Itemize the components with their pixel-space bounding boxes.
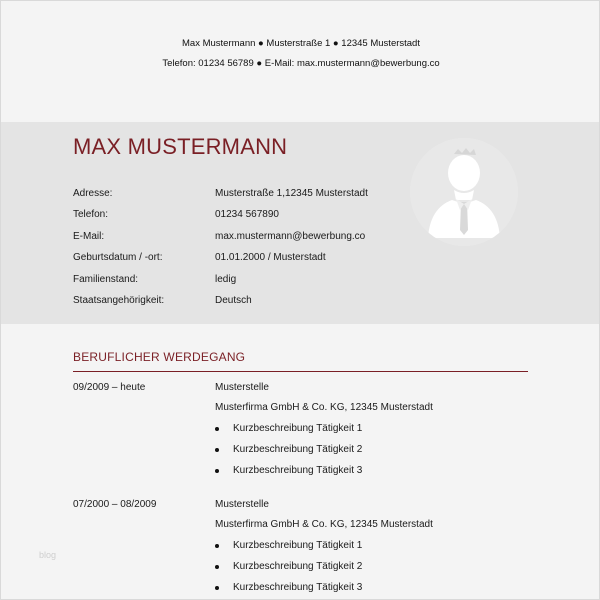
info-value: 01.01.2000 / Musterstadt <box>215 252 326 263</box>
job-position: Musterstelle <box>215 382 269 393</box>
info-value: Musterstraße 1,12345 Musterstadt <box>215 188 368 199</box>
bullet-dot <box>215 586 219 590</box>
person-silhouette-icon <box>410 138 518 246</box>
job-period: 09/2009 – heute <box>73 382 146 393</box>
watermark-text: blog <box>39 550 57 560</box>
job-task-text: Kurzbeschreibung Tätigkeit 1 <box>233 540 363 551</box>
header-address-line: Max Mustermann ● Musterstraße 1 ● 12345 Musterstadt <box>182 38 420 49</box>
bullet-dot <box>215 448 219 452</box>
job-position: Musterstelle <box>215 499 269 510</box>
job-period: 07/2000 – 08/2009 <box>73 499 157 510</box>
job-task-text: Kurzbeschreibung Tätigkeit 2 <box>233 444 363 455</box>
bullet-dot <box>215 427 219 431</box>
job-task-text: Kurzbeschreibung Tätigkeit 2 <box>233 561 363 572</box>
info-value: max.mustermann@bewerbung.co <box>215 231 366 242</box>
job-task-text: Kurzbeschreibung Tätigkeit 1 <box>233 423 363 434</box>
info-label: Adresse: <box>73 188 113 199</box>
info-row-nationality <box>73 295 403 309</box>
info-value: ledig <box>215 274 237 285</box>
info-label: Staatsangehörigkeit: <box>73 295 165 306</box>
job-company: Musterfirma GmbH & Co. KG, 12345 Musterstadt <box>215 402 433 413</box>
info-label: E-Mail: <box>73 231 105 242</box>
bullet-dot <box>215 544 219 548</box>
profile-photo-placeholder <box>410 138 518 246</box>
person-name: MAX MUSTERMANN <box>73 134 288 159</box>
info-label: Telefon: <box>73 209 109 220</box>
bullet-dot <box>215 469 219 473</box>
info-label: Geburtsdatum / -ort: <box>73 252 163 263</box>
info-row-marital-status <box>73 274 403 288</box>
job-company: Musterfirma GmbH & Co. KG, 12345 Musterstadt <box>215 519 433 530</box>
info-value: 01234 567890 <box>215 209 279 220</box>
section-title-work-experience: BERUFLICHER WERDEGANG <box>73 350 246 364</box>
info-row-birth <box>73 252 403 266</box>
job-task-text: Kurzbeschreibung Tätigkeit 3 <box>233 582 363 593</box>
info-row-email <box>73 231 403 245</box>
info-label: Familienstand: <box>73 274 139 285</box>
info-row-address <box>73 188 403 202</box>
info-row-phone <box>73 209 403 223</box>
header-contact-line: Telefon: 01234 56789 ● E-Mail: max.mustermann@bewerbung.co <box>162 58 440 69</box>
job-task-text: Kurzbeschreibung Tätigkeit 3 <box>233 465 363 476</box>
section-divider <box>73 371 528 372</box>
bullet-dot <box>215 565 219 569</box>
info-value: Deutsch <box>215 295 252 306</box>
